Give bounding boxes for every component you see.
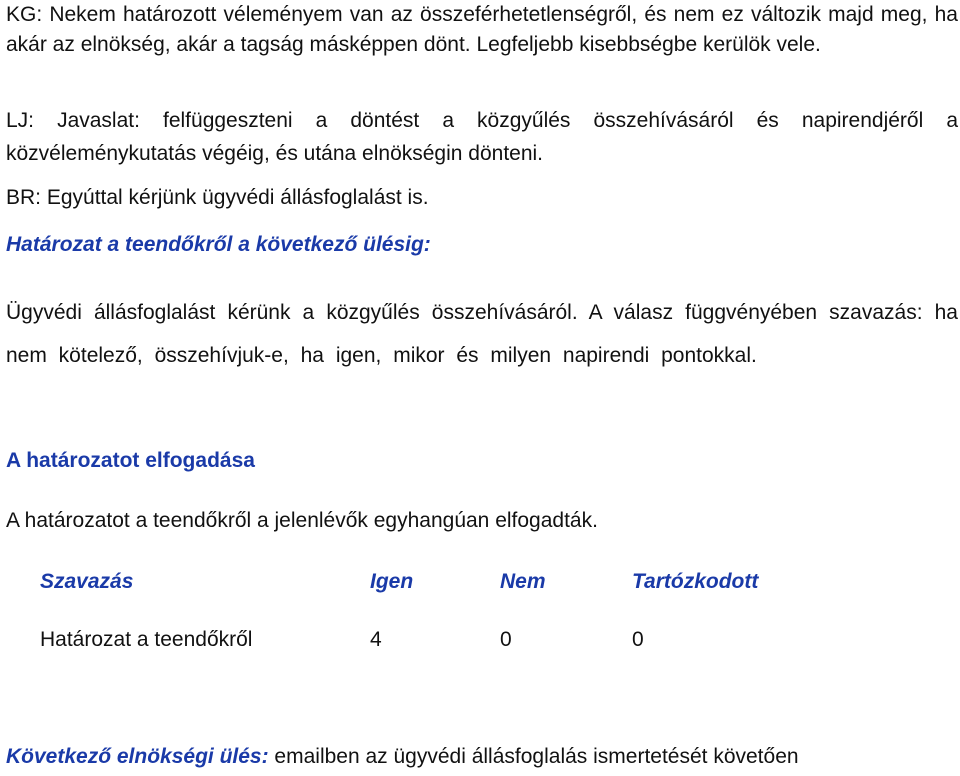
resolution-text: Ügyvédi állásfoglalást kérünk a közgyűlés összehívásáról. A válasz függvényében szavazás: ha nem kötelező, összehívjuk-e, ha igen, mikor és milyen napirendi pontokkal. xyxy=(6,301,958,367)
vote-table-header xyxy=(40,567,832,597)
paragraph-kg: KG: Nekem határozott véleményem van az összeférhetetlenségről, és nem ez változik majd meg, ha akár az elnökség, akár a tagság másképpen dönt. Legfeljebb kisebbségbe kerülök vele. xyxy=(6,3,958,56)
paragraph-br: BR: Egyúttal kérjünk ügyvédi állásfoglalást is. xyxy=(6,186,429,209)
table-row xyxy=(40,597,832,655)
header-yes: Igen xyxy=(370,570,414,593)
adoption-heading: A határozatot elfogadása xyxy=(6,449,255,472)
next-meeting xyxy=(6,742,799,772)
header-abstain: Tartózkodott xyxy=(632,570,759,593)
cell-no: 0 xyxy=(500,628,512,651)
adoption-text: A határozatot a teendőkről a jelenlévők egyhangúan elfogadták. xyxy=(6,509,598,532)
vote-table xyxy=(40,567,832,655)
next-meeting-text: emailben az ügyvédi állásfoglalás ismertetését követően xyxy=(268,745,799,768)
cell-vote-name: Határozat a teendőkről xyxy=(40,628,253,651)
header-vote: Szavazás xyxy=(40,570,134,593)
header-no: Nem xyxy=(500,570,546,593)
cell-yes: 4 xyxy=(370,628,382,651)
cell-abstain: 0 xyxy=(632,628,644,651)
next-meeting-label: Következő elnökségi ülés: xyxy=(6,745,269,768)
paragraph-lj: LJ: Javaslat: felfüggeszteni a döntést a közgyűlés összehívásáról és napirendjéről a közvéleménykutatás végéig, és utána elnökségin dönteni. xyxy=(6,109,958,165)
resolution-heading: Határozat a teendőkről a következő ülésig: xyxy=(6,233,431,256)
